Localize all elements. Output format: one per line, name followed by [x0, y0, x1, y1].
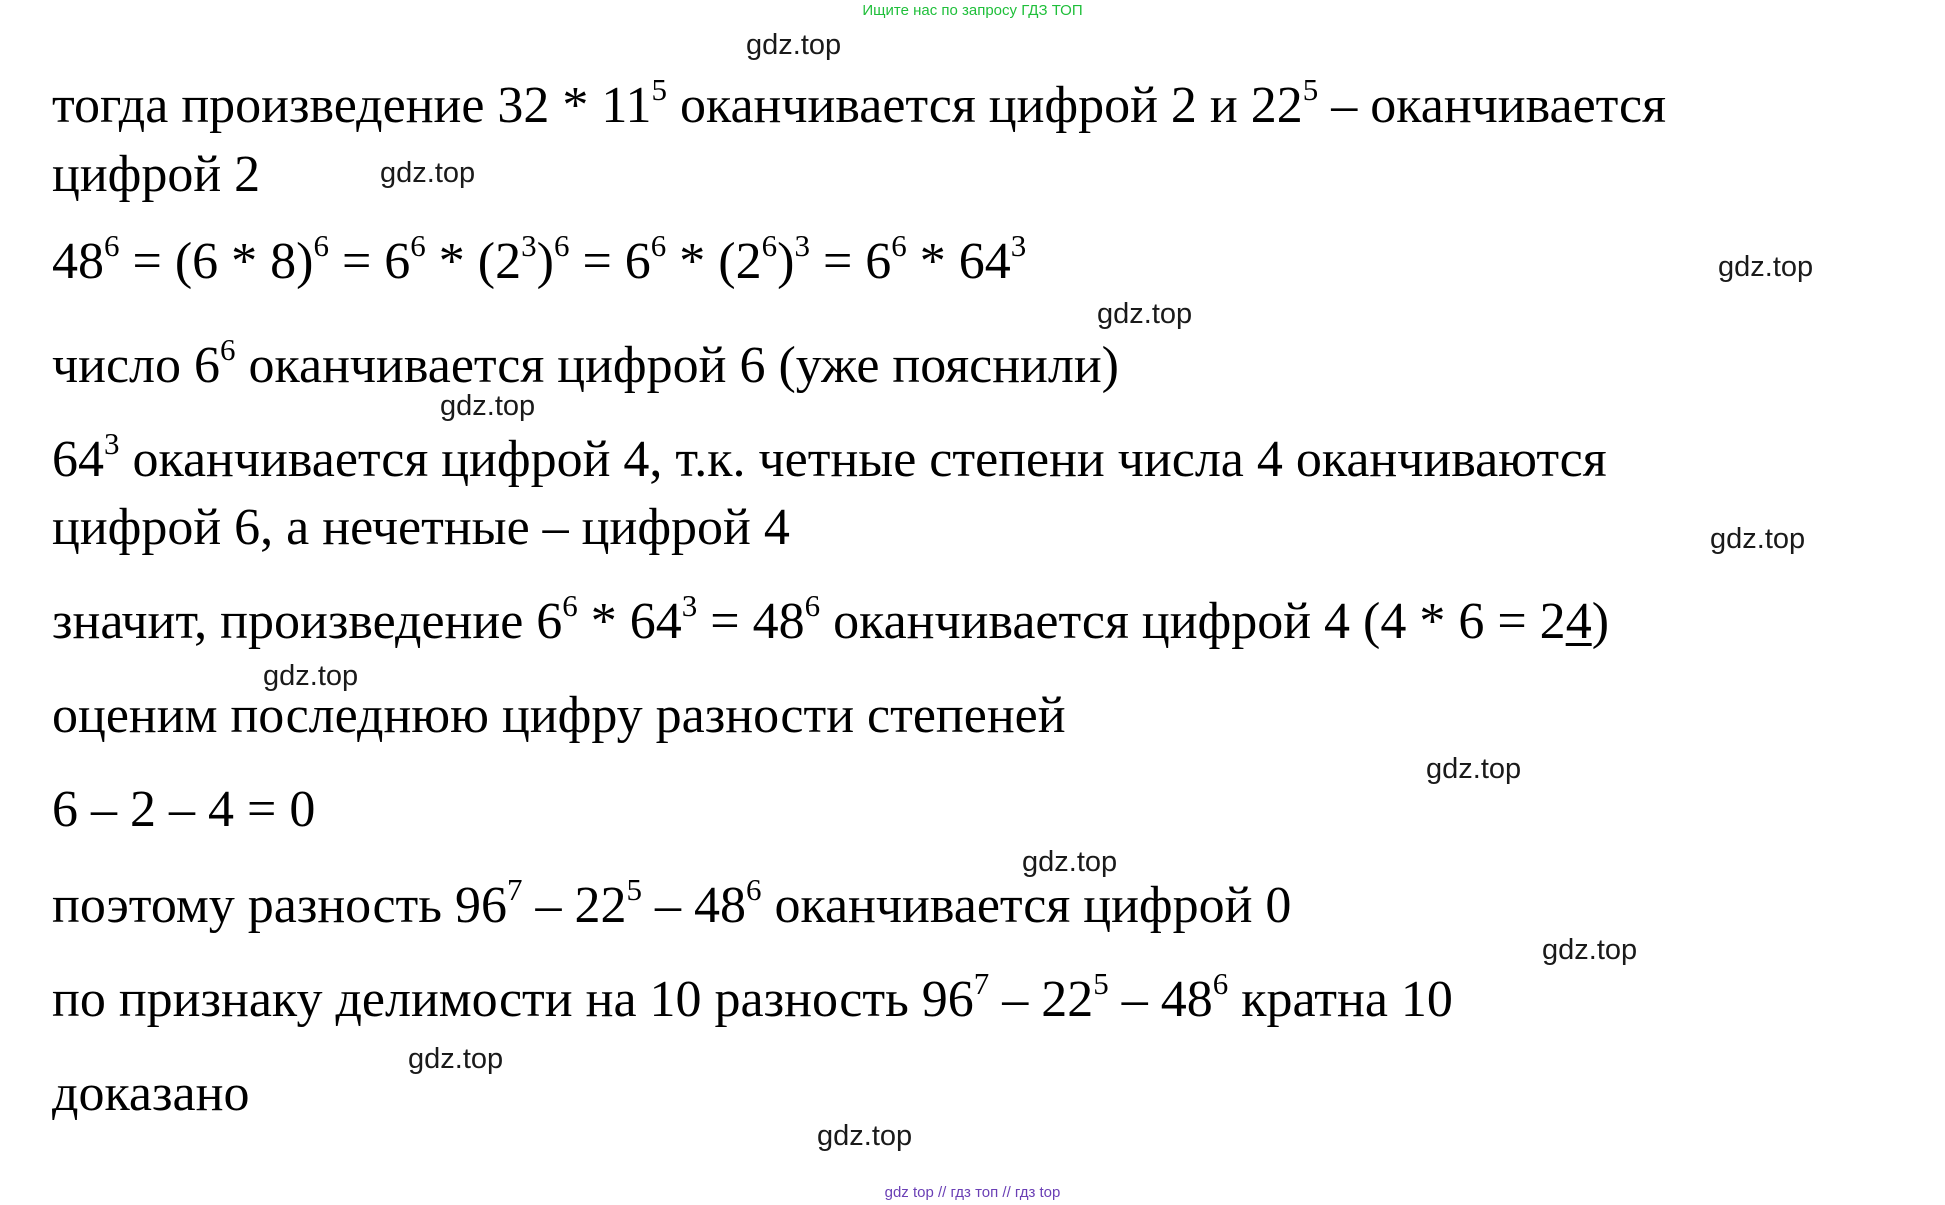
solution-line-7: 6 – 2 – 4 = 0 — [52, 781, 316, 838]
solution-line-10: доказано — [52, 1065, 250, 1122]
watermark: gdz.top — [1710, 523, 1806, 555]
solution-line-6: оценим последнюю цифру разности степеней — [52, 687, 1066, 744]
watermark: gdz.top — [263, 660, 359, 692]
underlined-digit: 4 — [1565, 593, 1592, 650]
footer-links[interactable]: gdz top // гдз топ // гдз top — [884, 1184, 1061, 1201]
watermark: gdz.top — [1718, 251, 1814, 283]
search-banner[interactable]: Ищите нас по запросу ГДЗ ТОП — [862, 2, 1083, 19]
watermark: gdz.top — [817, 1120, 913, 1152]
solution-line-5: значит, произведение $6^6 * 64^3 = 48^6$ оканчивается цифрой 4 (4 * 6 = 24) — [52, 588, 1610, 650]
watermark: gdz.top — [1542, 934, 1638, 966]
watermark: gdz.top — [408, 1043, 504, 1075]
solution-line-1a: тогда произведение $32 * 11^5$ оканчивается цифрой 2 и $22^5$ – оканчивается — [52, 72, 1667, 134]
watermark: gdz.top — [1097, 298, 1193, 330]
watermark: gdz.top — [1426, 753, 1522, 785]
watermark: gdz.top — [380, 157, 476, 189]
solution-line-4a: $64^3$ оканчивается цифрой 4, т.к. четные степени числа 4 оканчиваются — [52, 426, 1607, 488]
solution-line-3: число $6^6$ оканчивается цифрой 6 (уже пояснили) — [52, 332, 1119, 394]
solution-line-8: поэтому разность $96^7 - 22^5 - 48^6$ оканчивается цифрой 0 — [52, 872, 1292, 934]
watermark: gdz.top — [440, 390, 536, 422]
solution-line-2: $48^6 = (6 * 8)^6 = 6^6 * (2^3)^6 = 6^6 * (2^6)^3 = 6^6 * 64^3$ — [52, 228, 1027, 290]
solution-line-4b: цифрой 6, а нечетные – цифрой 4 — [52, 499, 790, 556]
watermark: gdz.top — [746, 29, 842, 61]
watermark: gdz.top — [1022, 846, 1118, 878]
solution-line-9: по признаку делимости на 10 разность $96^7 - 22^5 - 48^6$ кратна 10 — [52, 966, 1453, 1028]
solution-line-1b: цифрой 2 — [52, 146, 261, 203]
